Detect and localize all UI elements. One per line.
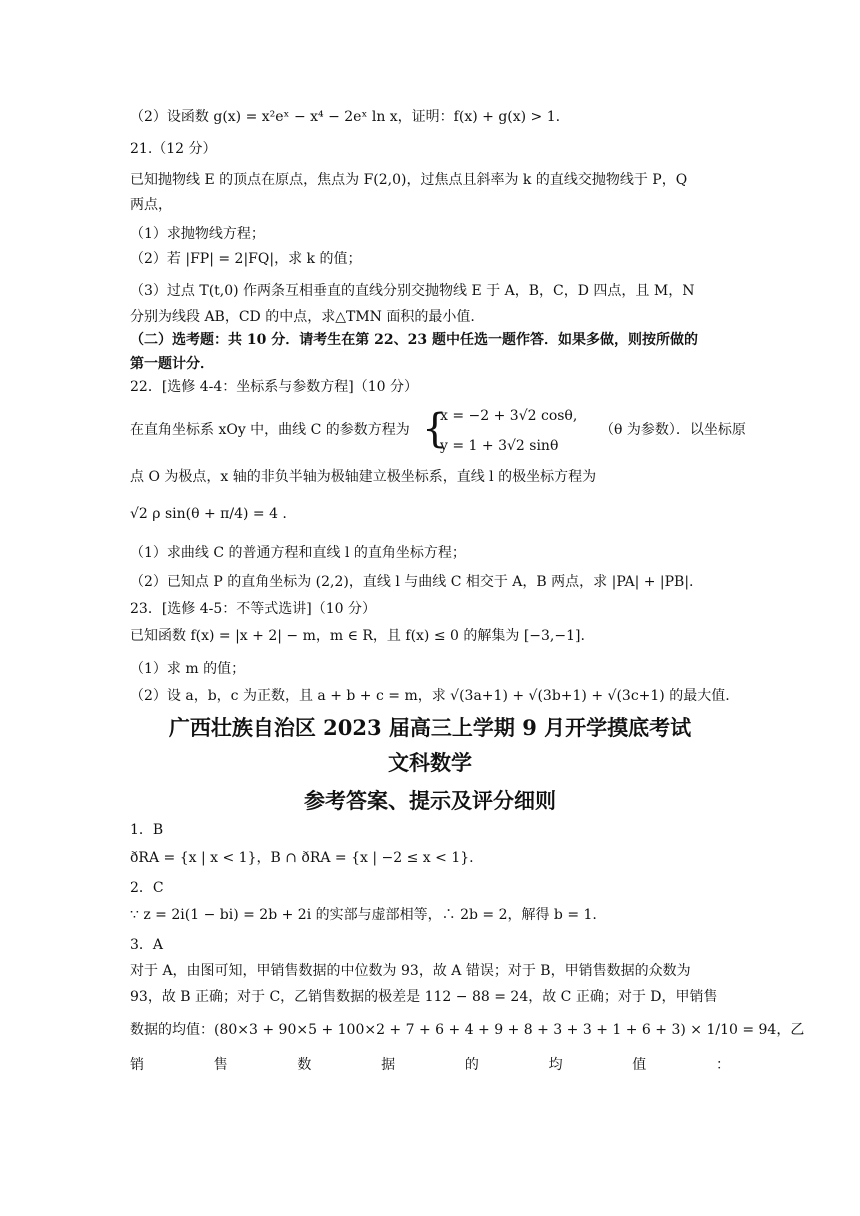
answer-2-label: 2．C <box>130 880 164 896</box>
answer-3-detail-line3: 数据的均值：(80×3 + 90×5 + 100×2 + 7 + 6 + 4 + 9 + 8 + 3 + 3 + 1 + 6 + 3) × 1/10 = 94，乙 <box>130 1022 805 1038</box>
q21-part2: （2）若 |FP| = 2|FQ|，求 k 的值； <box>130 251 362 267</box>
q23-stem: 已知函数 f(x) = |x + 2| − m，m ∈ R，且 f(x) ≤ 0 的解集为 [−3,−1]. <box>130 628 585 644</box>
q21-part3-line1: （3）过点 T(t,0) 作两条互相垂直的直线分别交抛物线 E 于 A，B，C，D 四点，且 M，N <box>130 283 695 299</box>
answer-title-line1: 广西壮族自治区 2023 届高三上学期 9 月开学摸底考试 <box>168 715 692 740</box>
answer-title-line3: 参考答案、提示及评分细则 <box>304 788 556 813</box>
answer-3-detail-line4: 销 售 数 据 的 均 值 ： <box>130 1057 730 1073</box>
answer-1-label: 1．B <box>130 822 164 838</box>
q21-part1: （1）求抛物线方程； <box>130 226 265 242</box>
q23-part2: （2）设 a，b，c 为正数，且 a + b + c = m，求 √(3a+1) + √(3b+1) + √(3c+1) 的最大值. <box>130 688 730 704</box>
answer-3-detail-line2: 93，故 B 正确；对于 C，乙销售数据的极差是 112 − 88 = 24，故 C 正确；对于 D，甲销售 <box>130 989 718 1005</box>
q23-heading: 23．[选修 4-5：不等式选讲]（10 分） <box>130 601 376 617</box>
q21-stem-line1: 已知抛物线 E 的顶点在原点，焦点为 F(2,0)，过焦点且斜率为 k 的直线交抛物线于 P，Q <box>130 172 688 188</box>
answer-3-label: 3．A <box>130 937 164 953</box>
elective-note-line2: 第一题计分． <box>130 356 214 372</box>
q21-part3-line2: 分别为线段 AB，CD 的中点，求△TMN 面积的最小值. <box>130 309 475 325</box>
q22-heading: 22．[选修 4-4：坐标系与参数方程]（10 分） <box>130 379 418 395</box>
q22-stem-suffix: （θ 为参数）．以坐标原 <box>600 422 746 438</box>
q22-part2: （2）已知点 P 的直角坐标为 (2,2)，直线 l 与曲线 C 相交于 A，B 两点，求 |PA| + |PB|. <box>130 574 694 590</box>
answer-3-detail-line1: 对于 A，由图可知，甲销售数据的中位数为 93，故 A 错误；对于 B，甲销售数据的众数为 <box>130 963 691 979</box>
q22-part1: （1）求曲线 C 的普通方程和直线 l 的直角坐标方程； <box>130 545 466 561</box>
elective-note-line1: （二）选考题：共 10 分．请考生在第 22、23 题中任选一题作答．如果多做，则按所做的 <box>130 332 698 348</box>
answer-1-detail: ðRA = {x | x < 1}，B ∩ ðRA = {x | −2 ≤ x < 1}. <box>130 850 474 866</box>
q22-stem-prefix: 在直角坐标系 xOy 中，曲线 C 的参数方程为 <box>130 422 410 438</box>
q22-param-y: y = 1 + 3√2 sinθ <box>440 438 559 454</box>
q20-part2: （2）设函数 g(x) = x²eˣ − x⁴ − 2eˣ ln x，证明：f(x) + g(x) > 1. <box>130 109 561 125</box>
q22-param-x: x = −2 + 3√2 cosθ, <box>440 408 578 424</box>
answer-title-line2: 文科数学 <box>388 750 472 775</box>
q22-stem-line2: 点 O 为极点，x 轴的非负半轴为极轴建立极坐标系，直线 l 的极坐标方程为 <box>130 469 597 485</box>
q22-polar-equation: √2 ρ sin(θ + π/4) = 4 . <box>130 506 287 522</box>
q23-part1: （1）求 m 的值； <box>130 661 246 677</box>
answer-2-detail: ∵ z = 2i(1 − bi) = 2b + 2i 的实部与虚部相等，∴ 2b = 2，解得 b = 1. <box>130 907 597 923</box>
q21-heading: 21.（12 分） <box>130 141 217 157</box>
q21-stem-line2: 两点， <box>130 197 172 213</box>
q22-brace: { <box>422 406 448 452</box>
